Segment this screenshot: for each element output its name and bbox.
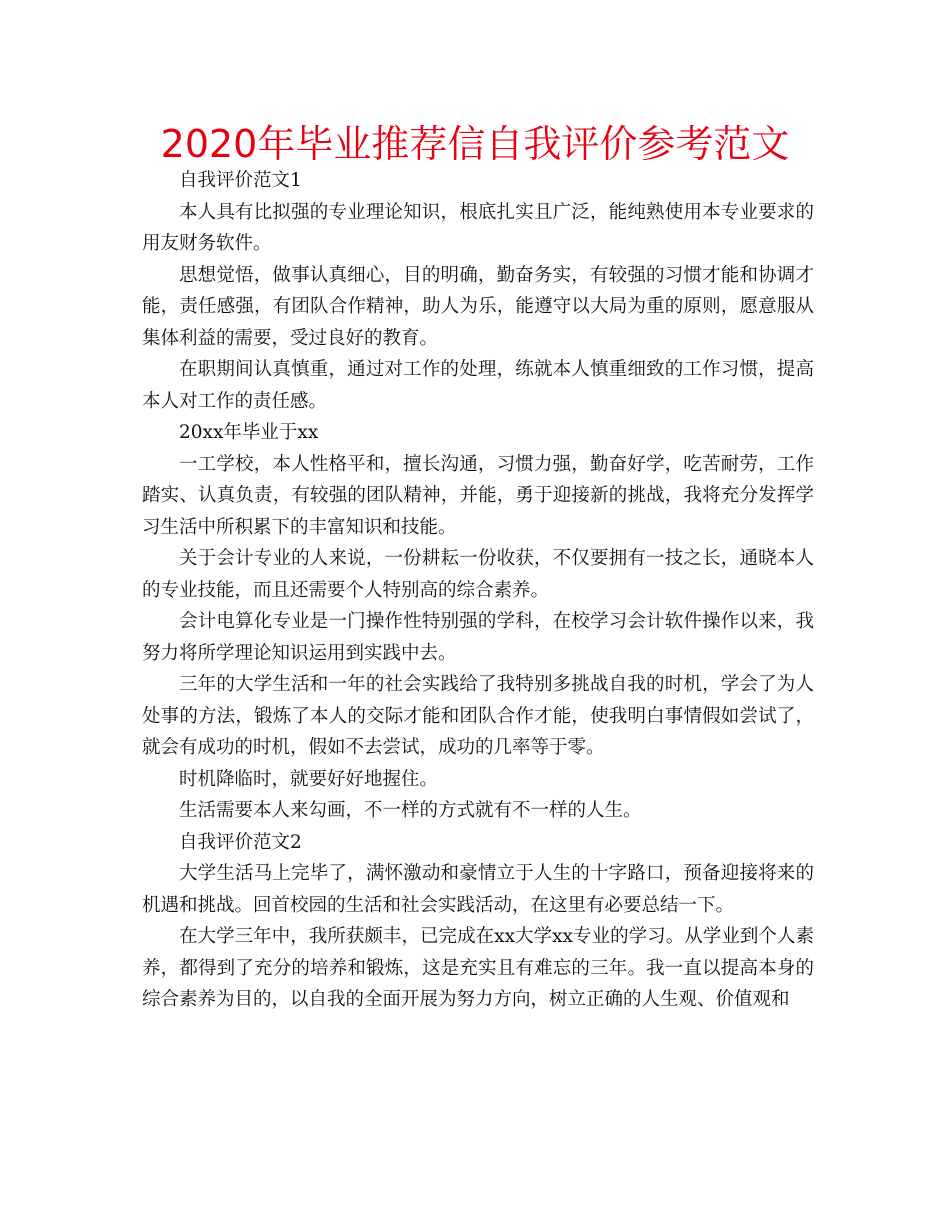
paragraph: 在职期间认真慎重，通过对工作的处理，练就本人慎重细致的工作习惯，提高本人对工作的责任感。	[142, 359, 814, 412]
document-body	[142, 165, 814, 1016]
paragraph: 关于会计专业的人来说，一份耕耘一份收获，不仅要拥有一技之长，通晓本人的专业技能，而且还需要个人特别高的综合素养。	[142, 548, 814, 601]
paragraph: 三年的大学生活和一年的社会实践给了我特别多挑战自我的时机，学会了为人处事的方法，锻炼了本人的交际才能和团队合作才能，使我明白事情假如尝试了，就会有成功的时机，假如不去尝试，成功的几率等于零。	[142, 674, 814, 758]
paragraph: 会计电算化专业是一门操作性特别强的学科，在校学习会计软件操作以来，我努力将所学理论知识运用到实践中去。	[142, 611, 814, 664]
paragraph: 20xx年毕业于xx	[179, 422, 319, 443]
paragraph: 一工学校，本人性格平和，擅长沟通，习惯力强，勤奋好学，吃苦耐劳，工作踏实、认真负责，有较强的团队精神，并能，勇于迎接新的挑战，我将充分发挥学习生活中所积累下的丰富知识和技能。	[142, 453, 814, 538]
paragraph: 在大学三年中，我所获颇丰，已完成在xx大学xx专业的学习。从学业到个人素养，都得到了充分的培养和锻炼，这是充实且有难忘的三年。我一直以提高本身的综合素养为目的，以自我的全面开展为努力方向，树立正确的人生观、价值观和	[142, 926, 814, 1010]
document-title: 2020年毕业推荐信自我评价参考范文	[160, 122, 790, 166]
paragraph: 大学生活马上完毕了，满怀激动和豪情立于人生的十字路口，预备迎接将来的机遇和挑战。回首校园的生活和社会实践活动，在这里有必要总结一下。	[142, 863, 814, 916]
paragraph: 时机降临时，就要好好地握住。	[179, 768, 439, 790]
paragraph-heading-1: 自我评价范文1	[179, 170, 302, 191]
paragraph: 本人具有比拟强的专业理论知识，根底扎实且广泛，能纯熟使用本专业要求的用友财务软件。	[142, 201, 814, 254]
paragraph: 思想觉悟，做事认真细心，目的明确，勤奋务实，有较强的习惯才能和协调才能，责任感强，有团队合作精神，助人为乐，能遵守以大局为重的原则，愿意服从集体利益的需要，受过良好的教育。	[142, 264, 814, 349]
paragraph-heading-2: 自我评价范文2	[179, 831, 302, 853]
paragraph: 生活需要本人来勾画，不一样的方式就有不一样的人生。	[179, 800, 642, 821]
